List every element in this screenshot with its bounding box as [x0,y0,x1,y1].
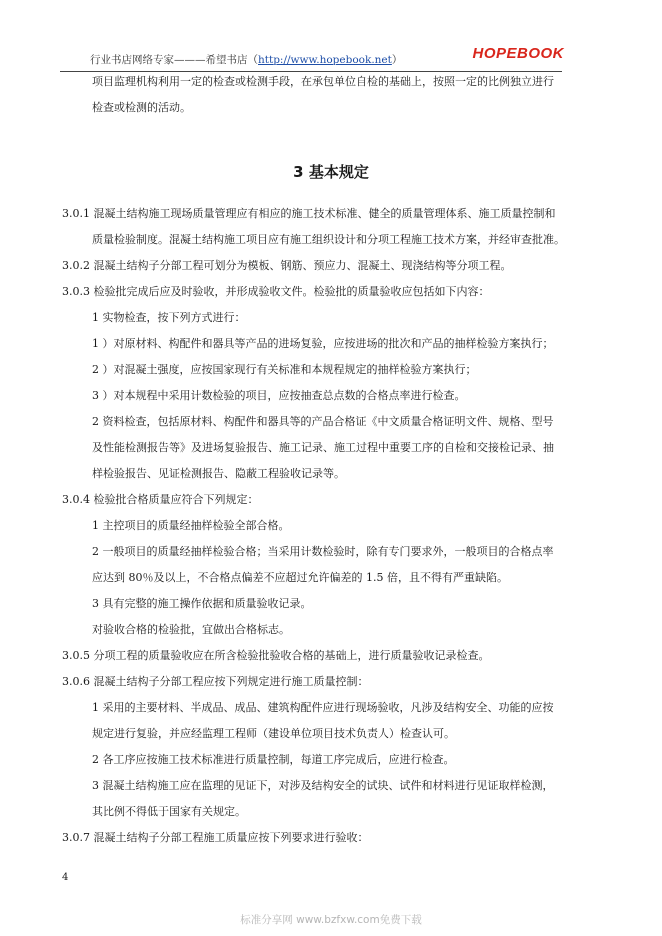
header-caption [90,52,402,67]
clause-line: 应达到 80％及以上，不合格点偏差不应超过允许偏差的 1.5 倍，且不得有严重缺陷。 [92,571,508,584]
footer-watermark: 标准分享网 www.bzfxw.com免费下载 [240,914,422,926]
intro-line: 项目监理机构利用一定的检查或检测手段，在承包单位自检的基础上，按照一定的比例独立进行 [92,75,554,88]
header-url-link[interactable]: http://www.hopebook.net [258,54,392,66]
clause-line: 1 ）对原材料、构配件和器具等产品的进场复验，应按进场的批次和产品的抽样检验方案执行； [92,337,554,350]
clause-line: 1 实物检查，按下列方式进行： [92,311,246,324]
clause-line: 3.0.3 检验批完成后应及时验收，并形成验收文件。检验批的质量验收应包括如下内容： [62,285,490,298]
clause-line: 1 主控项目的质量经抽样检验全部合格。 [92,519,290,532]
section-title: 3 基本规定 [293,163,369,181]
clause-line: 2 各工序应按施工技术标准进行质量控制，每道工序完成后，应进行检查。 [92,753,455,766]
clause-line: 其比例不得低于国家有关规定。 [92,805,246,818]
clause-line: 3.0.1 混凝土结构施工现场质量管理应有相应的施工技术标准、健全的质量管理体系、施工质量控制和 [62,207,556,220]
page-number: 4 [62,872,69,883]
header-text: 行业书店网络专家———希望书店（ [90,54,258,66]
clause-line: 及性能检测报告等》及进场复验报告、施工记录、施工过程中重要工序的自检和交接检记录、抽 [92,441,554,454]
clause-line: 2 ）对混凝土强度，应按国家现行有关标准和本规程规定的抽样检验方案执行； [92,363,477,376]
clause-line: 3 混凝土结构施工应在监理的见证下，对涉及结构安全的试块、试件和材料进行见证取样检测， [92,779,554,792]
clause-line: 3.0.2 混凝土结构子分部工程可划分为模板、钢筋、预应力、混凝土、现浇结构等分项工程。 [62,259,512,272]
clause-line: 样检验报告、见证检测报告、隐蔽工程验收记录等。 [92,467,345,480]
clause-line: 3.0.5 分项工程的质量验收应在所含检验批验收合格的基础上，进行质量验收记录检查。 [62,649,490,662]
hopebook-logo: HOPEBOOK [472,45,564,62]
clause-line: 3 具有完整的施工操作依据和质量验收记录。 [92,597,312,610]
header-close-paren: ） [391,54,403,66]
clause-line: 质量检验制度。混凝土结构施工项目应有施工组织设计和分项工程施工技术方案，并经审查批准。 [92,233,565,246]
clause-line: 1 采用的主要材料、半成品、成品、建筑构配件应进行现场验收，凡涉及结构安全、功能的应按 [92,701,554,714]
clause-line: 对验收合格的检验批，宜做出合格标志。 [92,623,290,636]
clause-line: 2 一般项目的质量经抽样检验合格；当采用计数检验时，除有专门要求外，一般项目的合格点率 [92,545,554,558]
clause-line: 3.0.4 检验批合格质量应符合下列规定： [62,493,259,506]
clause-line: 3.0.7 混凝土结构子分部工程施工质量应按下列要求进行验收： [62,831,369,844]
intro-line: 检查或检测的活动。 [92,101,191,114]
clause-line: 2 资料检查，包括原材料、构配件和器具等的产品合格证《中文质量合格证明文件、规格、型号 [92,415,554,428]
page-header [60,45,564,72]
header-divider [60,71,562,72]
clause-line: 3.0.6 混凝土结构子分部工程应按下列规定进行施工质量控制： [62,675,369,688]
clause-line: 规定进行复验，并应经监理工程师（建设单位项目技术负责人）检查认可。 [92,727,455,740]
clause-line: 3 ）对本规程中采用计数检验的项目，应按抽查总点数的合格点率进行检查。 [92,389,466,402]
